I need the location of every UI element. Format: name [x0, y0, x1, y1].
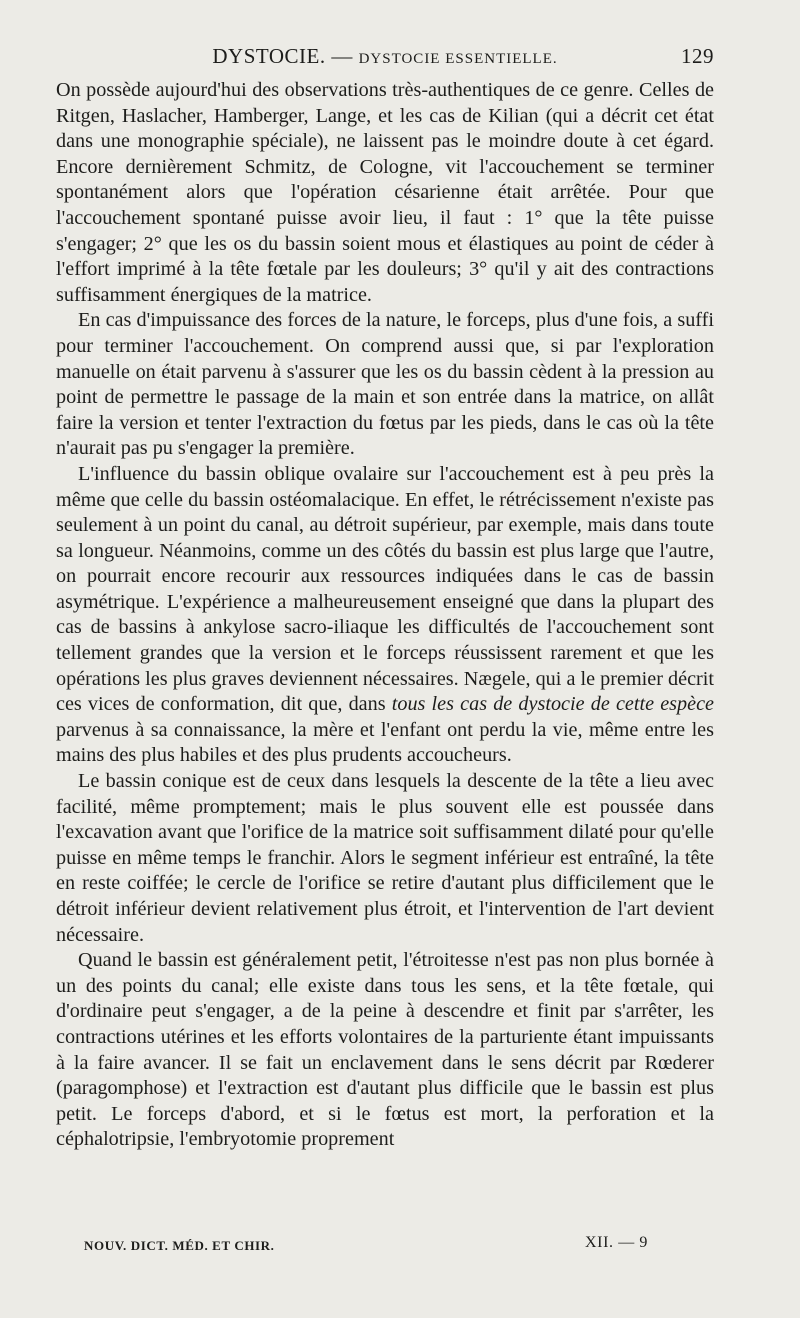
footer-signature: XII. — 9 [584, 1234, 648, 1251]
header-dash: — [331, 44, 353, 68]
paragraph-3 [56, 462, 714, 769]
page-number: 129 [681, 44, 714, 68]
body-text [56, 78, 714, 1153]
paragraph-1: On possède aujourd'hui des observations très-authentiques de ce genre. Celles de Ritgen, Haslacher, Hamberger, Lange, et les cas de Kilian (qui a décrit cet état dans une monographie spéciale), ne laissent pas le moindre doute à cet égard. Encore dernièrement Schmitz, de Cologne, vit l'accouchement se terminer spontanément alors que l'opération césarienne était arrêtée. Pour que l'accouchement spontané puisse avoir lieu, il faut : 1° que la tête puisse s'engager; 2° que les os du bassin soient mous et élastiques au point de céder à l'effort imprimé à la tête fœtale par les douleurs; 3° qu'il y ait des contractions suffisamment énergiques de la matrice. [56, 79, 714, 306]
page-footer [56, 1234, 714, 1258]
paragraph-3-italic-phrase: tous les cas de dystocie de cette espèce [391, 693, 714, 716]
header-title: DYSTOCIE. [212, 44, 326, 68]
running-title [56, 44, 714, 69]
footer-publication: NOUV. DICT. MÉD. ET CHIR. [84, 1238, 275, 1253]
paragraph-3-text-b: parvenus à sa connaissance, la mère et l'enfant ont perdu la vie, même entre les mains des plus habiles et des plus prudents accoucheurs. [56, 718, 714, 767]
paragraph-3-text-a: L'influence du bassin oblique ovalaire sur l'accouchement est à peu près la même que celle du bassin ostéomalacique. En effet, le rétrécissement n'existe pas seulement à un point du canal, au détroit supérieur, par exemple, mais dans toute sa longueur. Néanmoins, comme un des côtés du bassin est plus large que l'autre, on pourrait encore recourir aux ressources indiquées dans le cas de bassin asymétrique. L'expérience a malheureusement enseigné que dans la plupart des cas de bassins à ankylose sacro-iliaque les difficultés de l'accouchement sont tellement grandes que la version et le forceps réussissent rarement et que les opérations les plus graves deviennent nécessaires. Nægele, qui a le premier décrit ces vices de conformation, dit que, dans [56, 462, 714, 716]
paragraph-4: Le bassin conique est de ceux dans lesquels la descente de la tête a lieu avec facilité, même promptement; mais le plus souvent elle est poussée dans l'excavation avant que l'orifice de la matrice soit suffisamment dilaté pour qu'elle puisse en même temps le franchir. Alors le segment inférieur est entraîné, la tête en reste coiffée; le cercle de l'orifice se retire d'autant plus difficilement que le détroit inférieur devient relativement plus étroit, et l'intervention de l'art devient nécessaire. [56, 770, 714, 946]
paragraph-2: En cas d'impuissance des forces de la nature, le forceps, plus d'une fois, a suffi pour terminer l'accouchement. On comprend aussi que, si par l'exploration manuelle on était parvenu à s'assurer que les os du bassin cèdent à la pression au point de permettre le passage de la main et son entrée dans la matrice, on allât faire la version et tenter l'extraction du fœtus par les pieds, dans le cas où la tête n'aurait pas pu s'engager la première. [56, 309, 714, 460]
header-subtitle: DYSTOCIE ESSENTIELLE. [358, 51, 558, 67]
running-header [56, 44, 714, 76]
paragraph-5: Quand le bassin est généralement petit, l'étroitesse n'est pas non plus bornée à un des points du canal; elle existe dans tous les sens, et la tête fœtale, qui d'ordinaire peut s'engager, a de la peine à descendre et finit par s'arrêter, les contractions utérines et les efforts volontaires de la parturiente étant impuissants à la faire avancer. Il se fait un enclavement dans le sens décrit par Rœderer (paragomphose) et l'extraction est d'autant plus difficile que le bassin est plus petit. Le forceps d'abord, et si le fœtus est mort, la perforation et la céphalotripsie, l'embryotomie proprement [56, 949, 714, 1151]
